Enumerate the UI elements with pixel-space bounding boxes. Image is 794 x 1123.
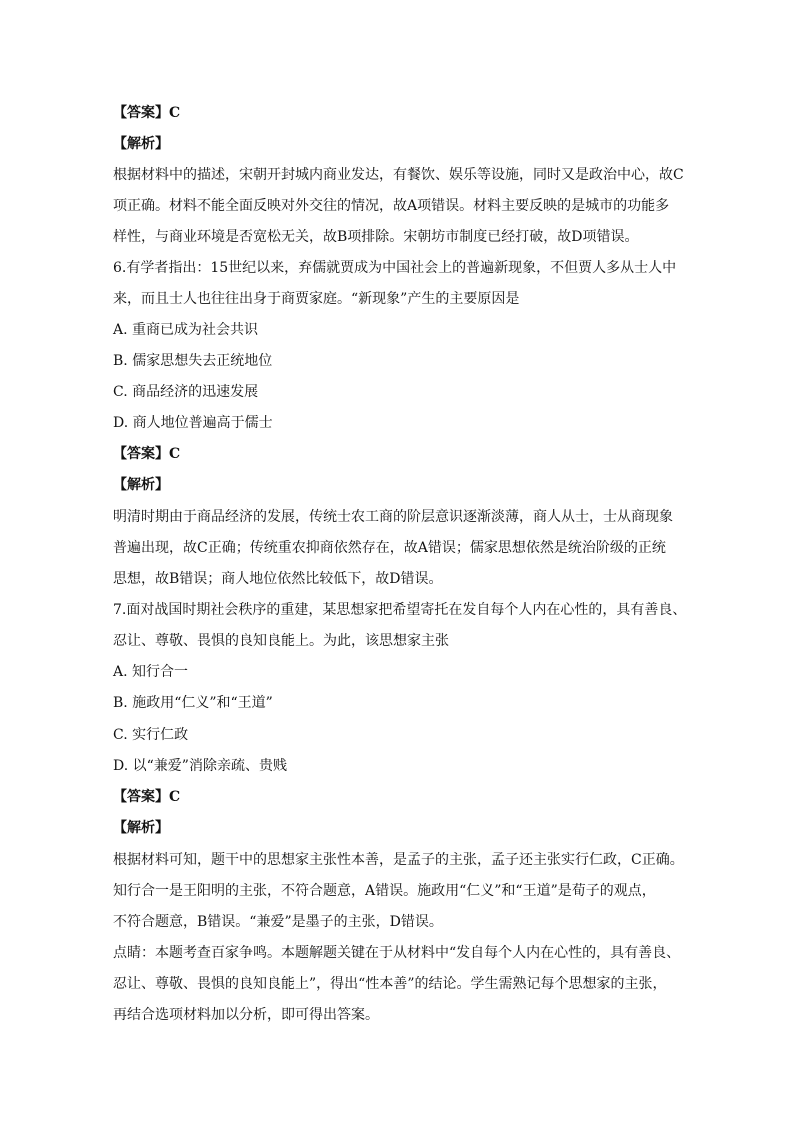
analysis-line: 根据材料可知，题干中的思想家主张性本善，是孟子的主张，孟子还主张实行仁政，C正确。	[113, 852, 684, 868]
answer-label: 【答案】C	[113, 105, 181, 121]
comment-line: 忍让、尊敬、畏惧的良知良能上”，得出“性本善”的结论。学生需熟记每个思想家的主张，	[113, 976, 667, 992]
analysis-line: 知行合一是王阳明的主张，不符合题意，A错误。施政用“仁义”和“王道”是荀子的观点，	[113, 883, 656, 899]
analysis-line: 明清时期由于商品经济的发展，传统士农工商的阶层意识逐渐淡薄，商人从士，士从商现象	[113, 509, 673, 525]
option-a: A. 知行合一	[113, 664, 189, 680]
analysis-line: 项正确。材料不能全面反映对外交往的情况，故A项错误。材料主要反映的是城市的功能多	[113, 198, 670, 214]
option-d: D. 商人地位普遍高于儒士	[113, 415, 273, 431]
analysis-line: 思想，故B错误；商人地位依然比较低下，故D错误。	[113, 571, 443, 587]
question-stem: 来，而且士人也往往出身于商贾家庭。“新现象”产生的主要原因是	[113, 291, 520, 307]
analysis-heading: 【解析】	[113, 820, 169, 836]
option-b: B. 儒家思想失去正统地位	[113, 353, 273, 369]
option-a: A. 重商已成为社会共识	[113, 322, 259, 338]
analysis-line: 样性，与商业环境是否宽松无关，故B项排除。宋朝坊市制度已经打破，故D项错误。	[113, 229, 639, 245]
question-stem: 忍让、尊敬、畏惧的良知良能上。为此，该思想家主张	[113, 633, 449, 649]
analysis-heading: 【解析】	[113, 477, 169, 493]
analysis-line: 普遍出现，故C正确；传统重农抑商依然存在，故A错误；儒家思想依然是统治阶级的正统	[113, 540, 666, 556]
option-b: B. 施政用“仁义”和“王道”	[113, 695, 273, 711]
option-c: C. 商品经济的迅速发展	[113, 384, 259, 400]
analysis-heading: 【解析】	[113, 136, 169, 152]
option-c: C. 实行仁政	[113, 727, 189, 743]
answer-label: 【答案】C	[113, 446, 181, 462]
analysis-line: 根据材料中的描述，宋朝开封城内商业发达，有餐饮、娱乐等设施，同时又是政治中心，故C	[113, 167, 684, 183]
answer-label: 【答案】C	[113, 789, 181, 805]
question-stem: 7.面对战国时期社会秩序的重建，某思想家把希望寄托在发自每个人内在心性的，具有善良、	[113, 602, 687, 618]
question-stem: 6.有学者指出：15世纪以来，弃儒就贾成为中国社会上的普遍新现象，不但贾人多从士人中	[113, 260, 677, 276]
comment-line: 再结合选项材料加以分析，即可得出答案。	[113, 1007, 379, 1023]
comment-line: 点睛：本题考查百家争鸣。本题解题关键在于从材料中“发自每个人内在心性的，具有善良、	[113, 945, 681, 961]
analysis-line: 不符合题意，B错误。“兼爱”是墨子的主张，D错误。	[113, 914, 443, 930]
option-d: D. 以“兼爱”消除亲疏、贵贱	[113, 758, 287, 774]
